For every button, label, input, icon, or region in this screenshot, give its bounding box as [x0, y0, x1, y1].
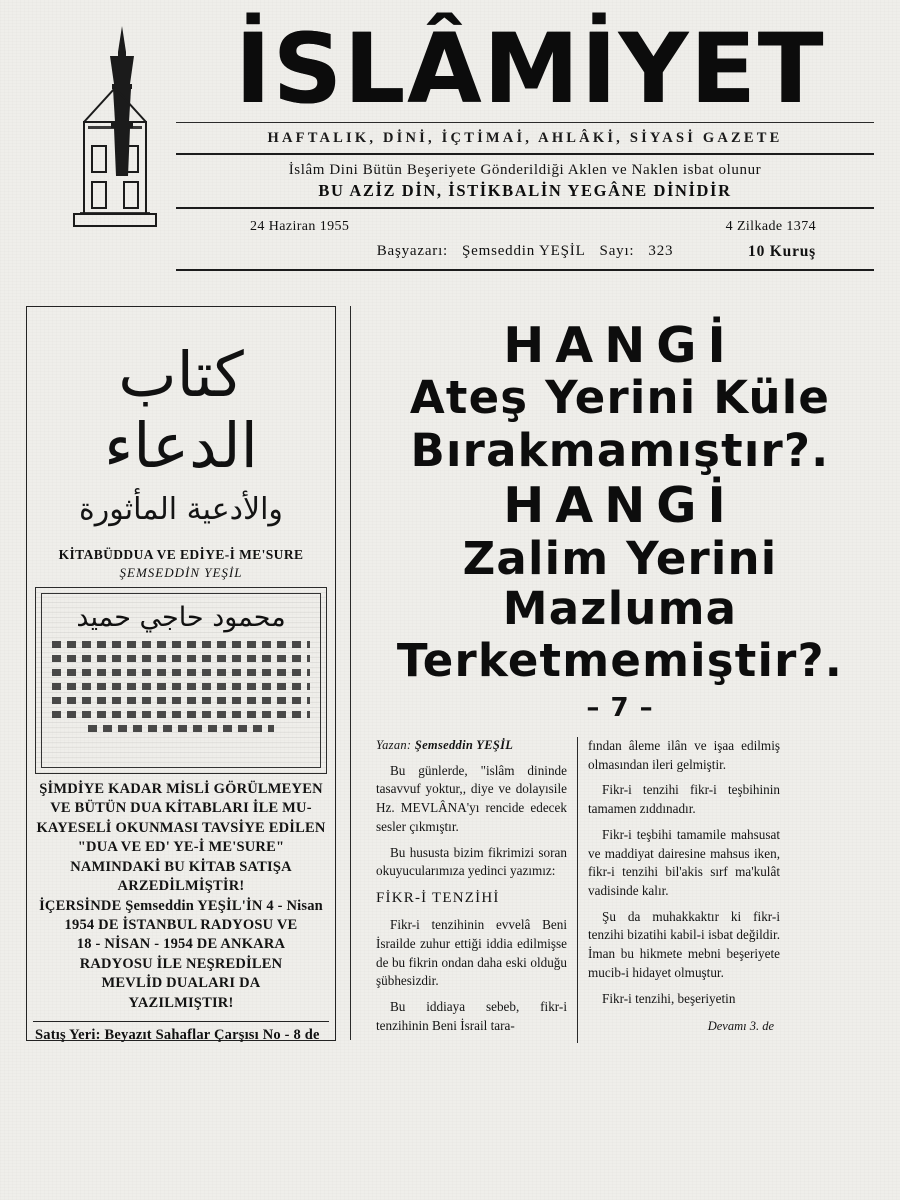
motto-secondary: BU AZİZ DİN, İSTİKBALİN YEGÂNE DİNİDİR	[318, 181, 732, 201]
motto-primary: İslâm Dini Bütün Beşeriyete Gönderildiği Aklen ve Naklen isbat olunur	[288, 162, 762, 179]
promo-line: NAMINDAKİ BU KİTAB SATIŞA	[70, 858, 292, 875]
paragraph: Fikr-i tenzihi fikr-i teşbihinin tamamen zıddınadır.	[588, 782, 780, 817]
date-gregorian: 24 Haziran 1955	[250, 219, 350, 235]
book-title-caption: KİTABÜDDUA VE EDİYE-İ ME'SURE	[58, 547, 304, 562]
divider-bottom	[176, 269, 874, 271]
byline	[376, 737, 567, 755]
promo-line: VE BÜTÜN DUA KİTABLARI İLE MU-	[50, 800, 312, 817]
title-block	[176, 13, 874, 271]
paragraph: Fikr-i tenzihinin evvelâ Beni İsrailde zuhur ettiği iddia edilmişse de bu fikrin ondan daha eski olduğu şübhesizdir.	[376, 917, 567, 989]
arabic-calligraphy-title: كتاب الدعاء	[104, 338, 258, 483]
promo-line: ŞİMDİYE KADAR MİSLİ GÖRÜLMEYEN	[39, 781, 323, 797]
promo-line: RADYOSU İLE NEŞREDİLEN	[79, 955, 283, 972]
shop-address: Satış Yeri: Beyazıt Sahaflar Çarşısı No - 8 de	[35, 1027, 320, 1044]
masthead	[26, 0, 874, 300]
headline-line-1: HANGİ	[503, 317, 737, 374]
headline-line-6: Terketmemiştir?.	[396, 634, 844, 688]
arabic-calligraphy-subtitle: والأدعية المأثورة	[79, 491, 283, 527]
headline-line-4: HANGİ	[503, 477, 737, 535]
date-hijri: 4 Zilkade 1374	[725, 219, 816, 235]
promo-line: KAYESELİ OKUNMASI TAVSİYE EDİLEN	[36, 819, 326, 836]
issue-label: Sayı:	[599, 243, 635, 260]
issue-dates	[176, 219, 874, 241]
promo-line: "DUA VE ED' YE-İ ME'SURE"	[77, 839, 285, 856]
promo-text	[35, 780, 327, 1013]
continuation-note: Devamı 3. de	[707, 1019, 774, 1034]
book-author: ŞEMSEDDİN YEŞİL	[119, 565, 243, 580]
divider-kinds	[176, 153, 874, 155]
paragraph: Fikr-i tenzihi, beşeriyetin	[602, 990, 736, 1006]
divider-shop	[33, 1021, 329, 1022]
article-column-1	[366, 737, 578, 1043]
paragraph: Bu günlerde, "islâm dininde tasavvuf yoktur,, diye ve dolayısile Hz. MEVLÂNA'yı rencide edecek sesler çıkmıştır.	[376, 762, 567, 834]
paragraph: Bu hususta bizim fikrimizi soran okuyucularımıza yedinci yazımız:	[376, 844, 567, 879]
article-subheading: FİKR-İ TENZİHİ	[376, 889, 500, 906]
byline-author: Şemseddin YEŞİL	[414, 737, 514, 752]
issue-number: 323	[648, 243, 674, 260]
price: 10 Kuruş	[748, 243, 816, 261]
promo-line: 1954 DE İSTANBUL RADYOSU VE	[64, 916, 298, 933]
divider-motto	[176, 207, 874, 209]
headline-line-3: Bırakmamıştır?.	[410, 423, 830, 477]
paper-kinds: HAFTALIK, DİNİ, İÇTİMAİ, AHLÂKİ, SİYASİ GAZETE	[267, 130, 783, 147]
editor-label: Başyazarı:	[376, 243, 449, 260]
main-article	[366, 306, 874, 1106]
plate-text-lines	[52, 641, 310, 732]
arabic-plate-image	[35, 587, 327, 774]
article-body	[366, 737, 874, 1043]
credits-line	[176, 243, 874, 265]
article-part-number: – 7 –	[586, 692, 654, 723]
content-area	[26, 306, 874, 1106]
page-title: İSLÂMİYET	[234, 13, 826, 125]
paragraph: Fikr-i teşbihi tamamile mahsusat ve maddiyat dairesine mahsus iken, fikr-i tenzihi bil'akis sırf ma'kulât vadisinde kalır.	[588, 826, 780, 898]
headline-line-5: Zalim Yerini Mazluma	[462, 531, 778, 636]
headline-line-2: Ateş Yerini Küle	[409, 371, 831, 425]
book-advertisement	[26, 306, 336, 1044]
promo-line: ARZEDİLMİŞTİR!	[117, 878, 245, 895]
article-column-2	[578, 737, 790, 1043]
paragraph: Şu da muhakkaktır ki fikr-i tenzihi bizatihi kabil-i isbat değildir. İman bu hikmete mebni beşeriyete mucib-i hidayet olmuştur.	[588, 908, 780, 980]
promo-line: YAZILMIŞTIR!	[128, 994, 234, 1011]
mosque-minaret-icon	[44, 26, 174, 231]
calligraphy-block	[33, 313, 329, 543]
editor-name: Şemseddin YEŞİL	[462, 243, 586, 260]
paragraph: fından âleme ilân ve işaa edilmiş olmasından ileri gelmiştir.	[588, 737, 780, 772]
promo-line: MEVLİD DUALARI DA	[101, 975, 261, 992]
promo-line: 18 - NİSAN - 1954 DE ANKARA	[76, 936, 286, 953]
byline-label: Yazan:	[376, 737, 412, 752]
column-divider	[336, 306, 366, 1106]
article-headline	[366, 317, 874, 688]
promo-line: İÇERSİNDE Şemseddin YEŞİL'İN 4 - Nisan	[39, 897, 323, 914]
plate-arabic-text: محمود حاجي حميد	[76, 602, 286, 633]
paragraph: Bu iddiaya sebeb, fikr-i tenzihinin Beni İsrail tara-	[376, 999, 567, 1033]
